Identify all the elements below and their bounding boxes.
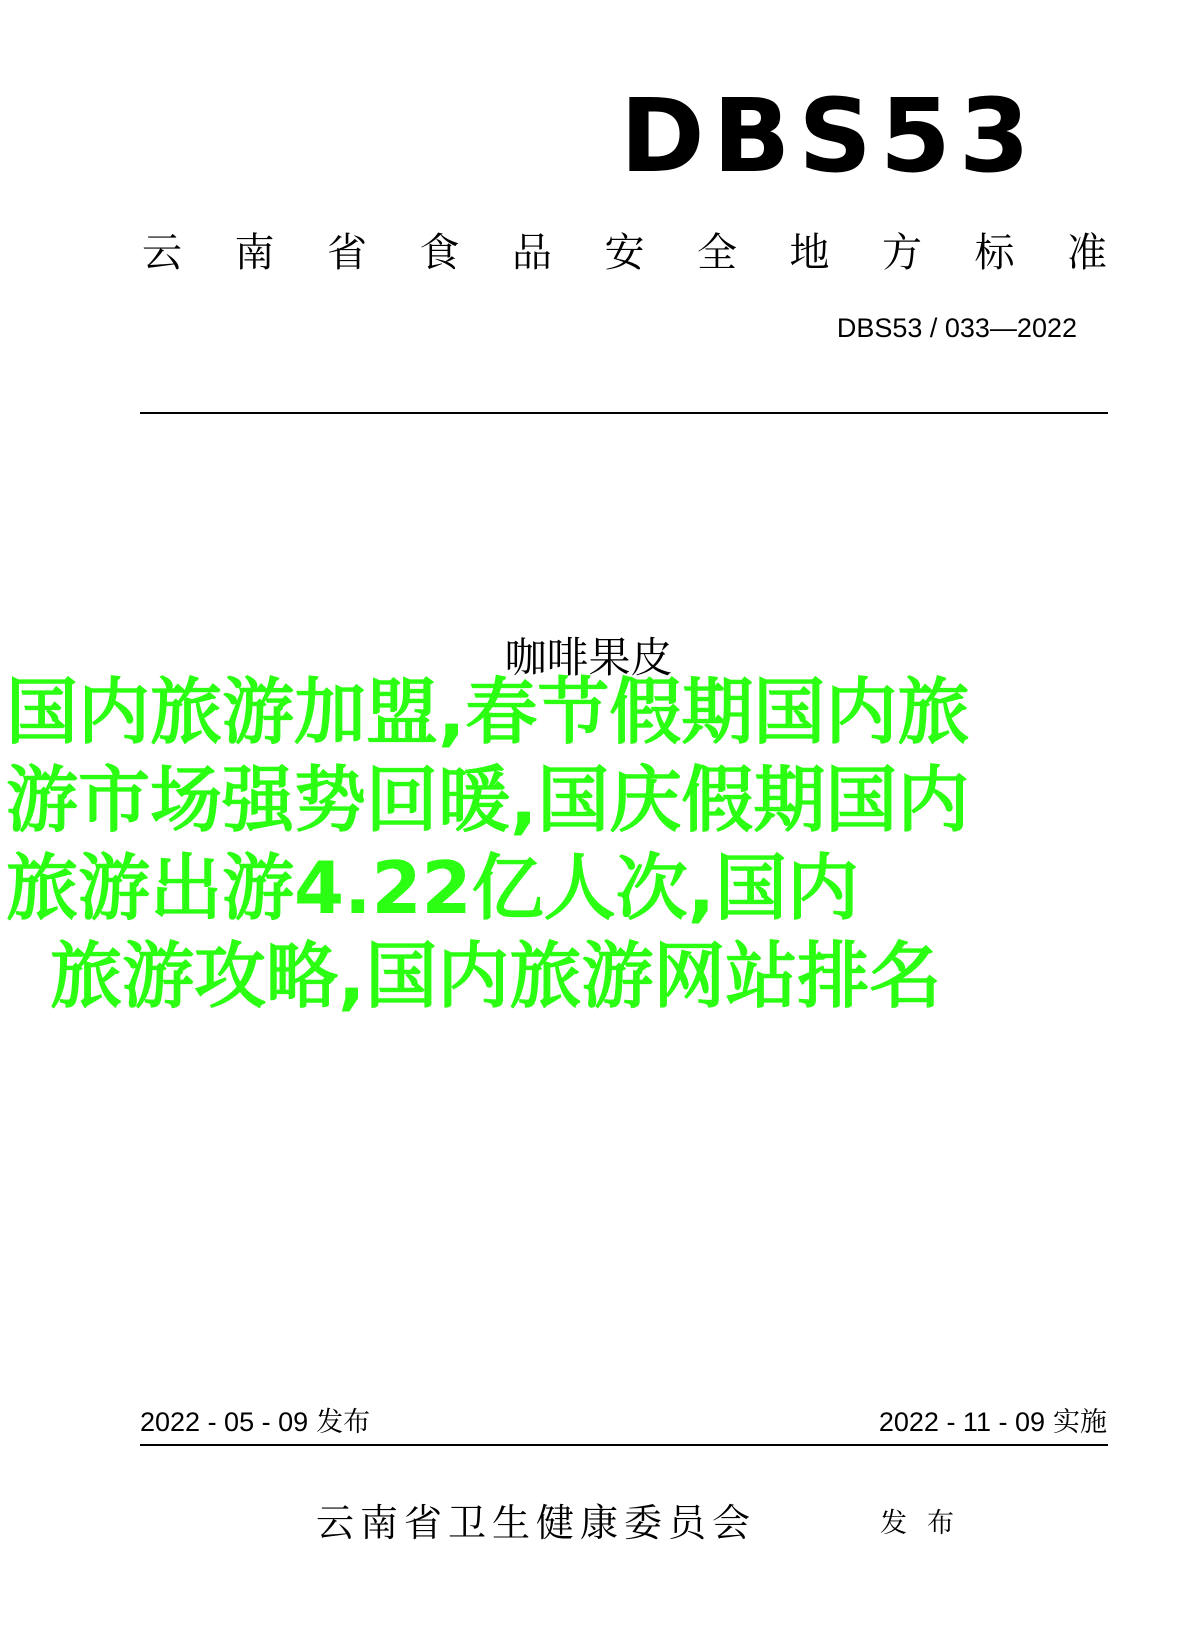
standard-number: DBS53 / 033—2022 — [836, 313, 1077, 343]
standard-code-heading: DBS53 — [620, 77, 1038, 196]
document-title: 咖啡果皮 — [504, 633, 673, 682]
issue-date-value: 2022 - 05 - 09 — [140, 1407, 309, 1437]
standard-type-char: 全 — [697, 230, 737, 276]
standard-type-char: 地 — [789, 230, 830, 276]
standard-type-char: 品 — [512, 230, 552, 276]
issue-date-suffix: 发布 — [316, 1407, 371, 1437]
standard-type-char: 安 — [604, 230, 645, 276]
effective-date-suffix: 实施 — [1053, 1407, 1107, 1437]
effective-date — [879, 1404, 1107, 1440]
standard-type-char: 省 — [327, 230, 367, 276]
standard-type-char: 方 — [882, 230, 922, 276]
overlay-line: 国内旅游加盟,春节假期国内旅 — [6, 670, 970, 754]
overlay-headline — [6, 668, 1171, 1020]
issue-word: 发布 — [880, 1508, 974, 1539]
standard-type-char: 食 — [419, 230, 460, 276]
standard-type-char: 标 — [974, 230, 1015, 276]
overlay-line: 游市场强势回暖,国庆假期国内 — [6, 758, 970, 842]
overlay-line: 旅游出游4.22亿人次,国内 — [6, 846, 859, 930]
standard-type-heading — [142, 222, 1107, 284]
bottom-divider — [140, 1444, 1108, 1446]
standard-type-char: 准 — [1067, 230, 1107, 276]
issue-date — [140, 1404, 370, 1440]
top-divider — [140, 412, 1108, 414]
standard-type-char: 南 — [234, 230, 275, 276]
overlay-line: 旅游攻略,国内旅游网站排名 — [50, 934, 942, 1018]
issuing-authority: 云南省卫生健康委员会 — [316, 1501, 757, 1545]
standard-type-char: 云 — [142, 230, 182, 276]
effective-date-value: 2022 - 11 - 09 — [878, 1407, 1045, 1437]
